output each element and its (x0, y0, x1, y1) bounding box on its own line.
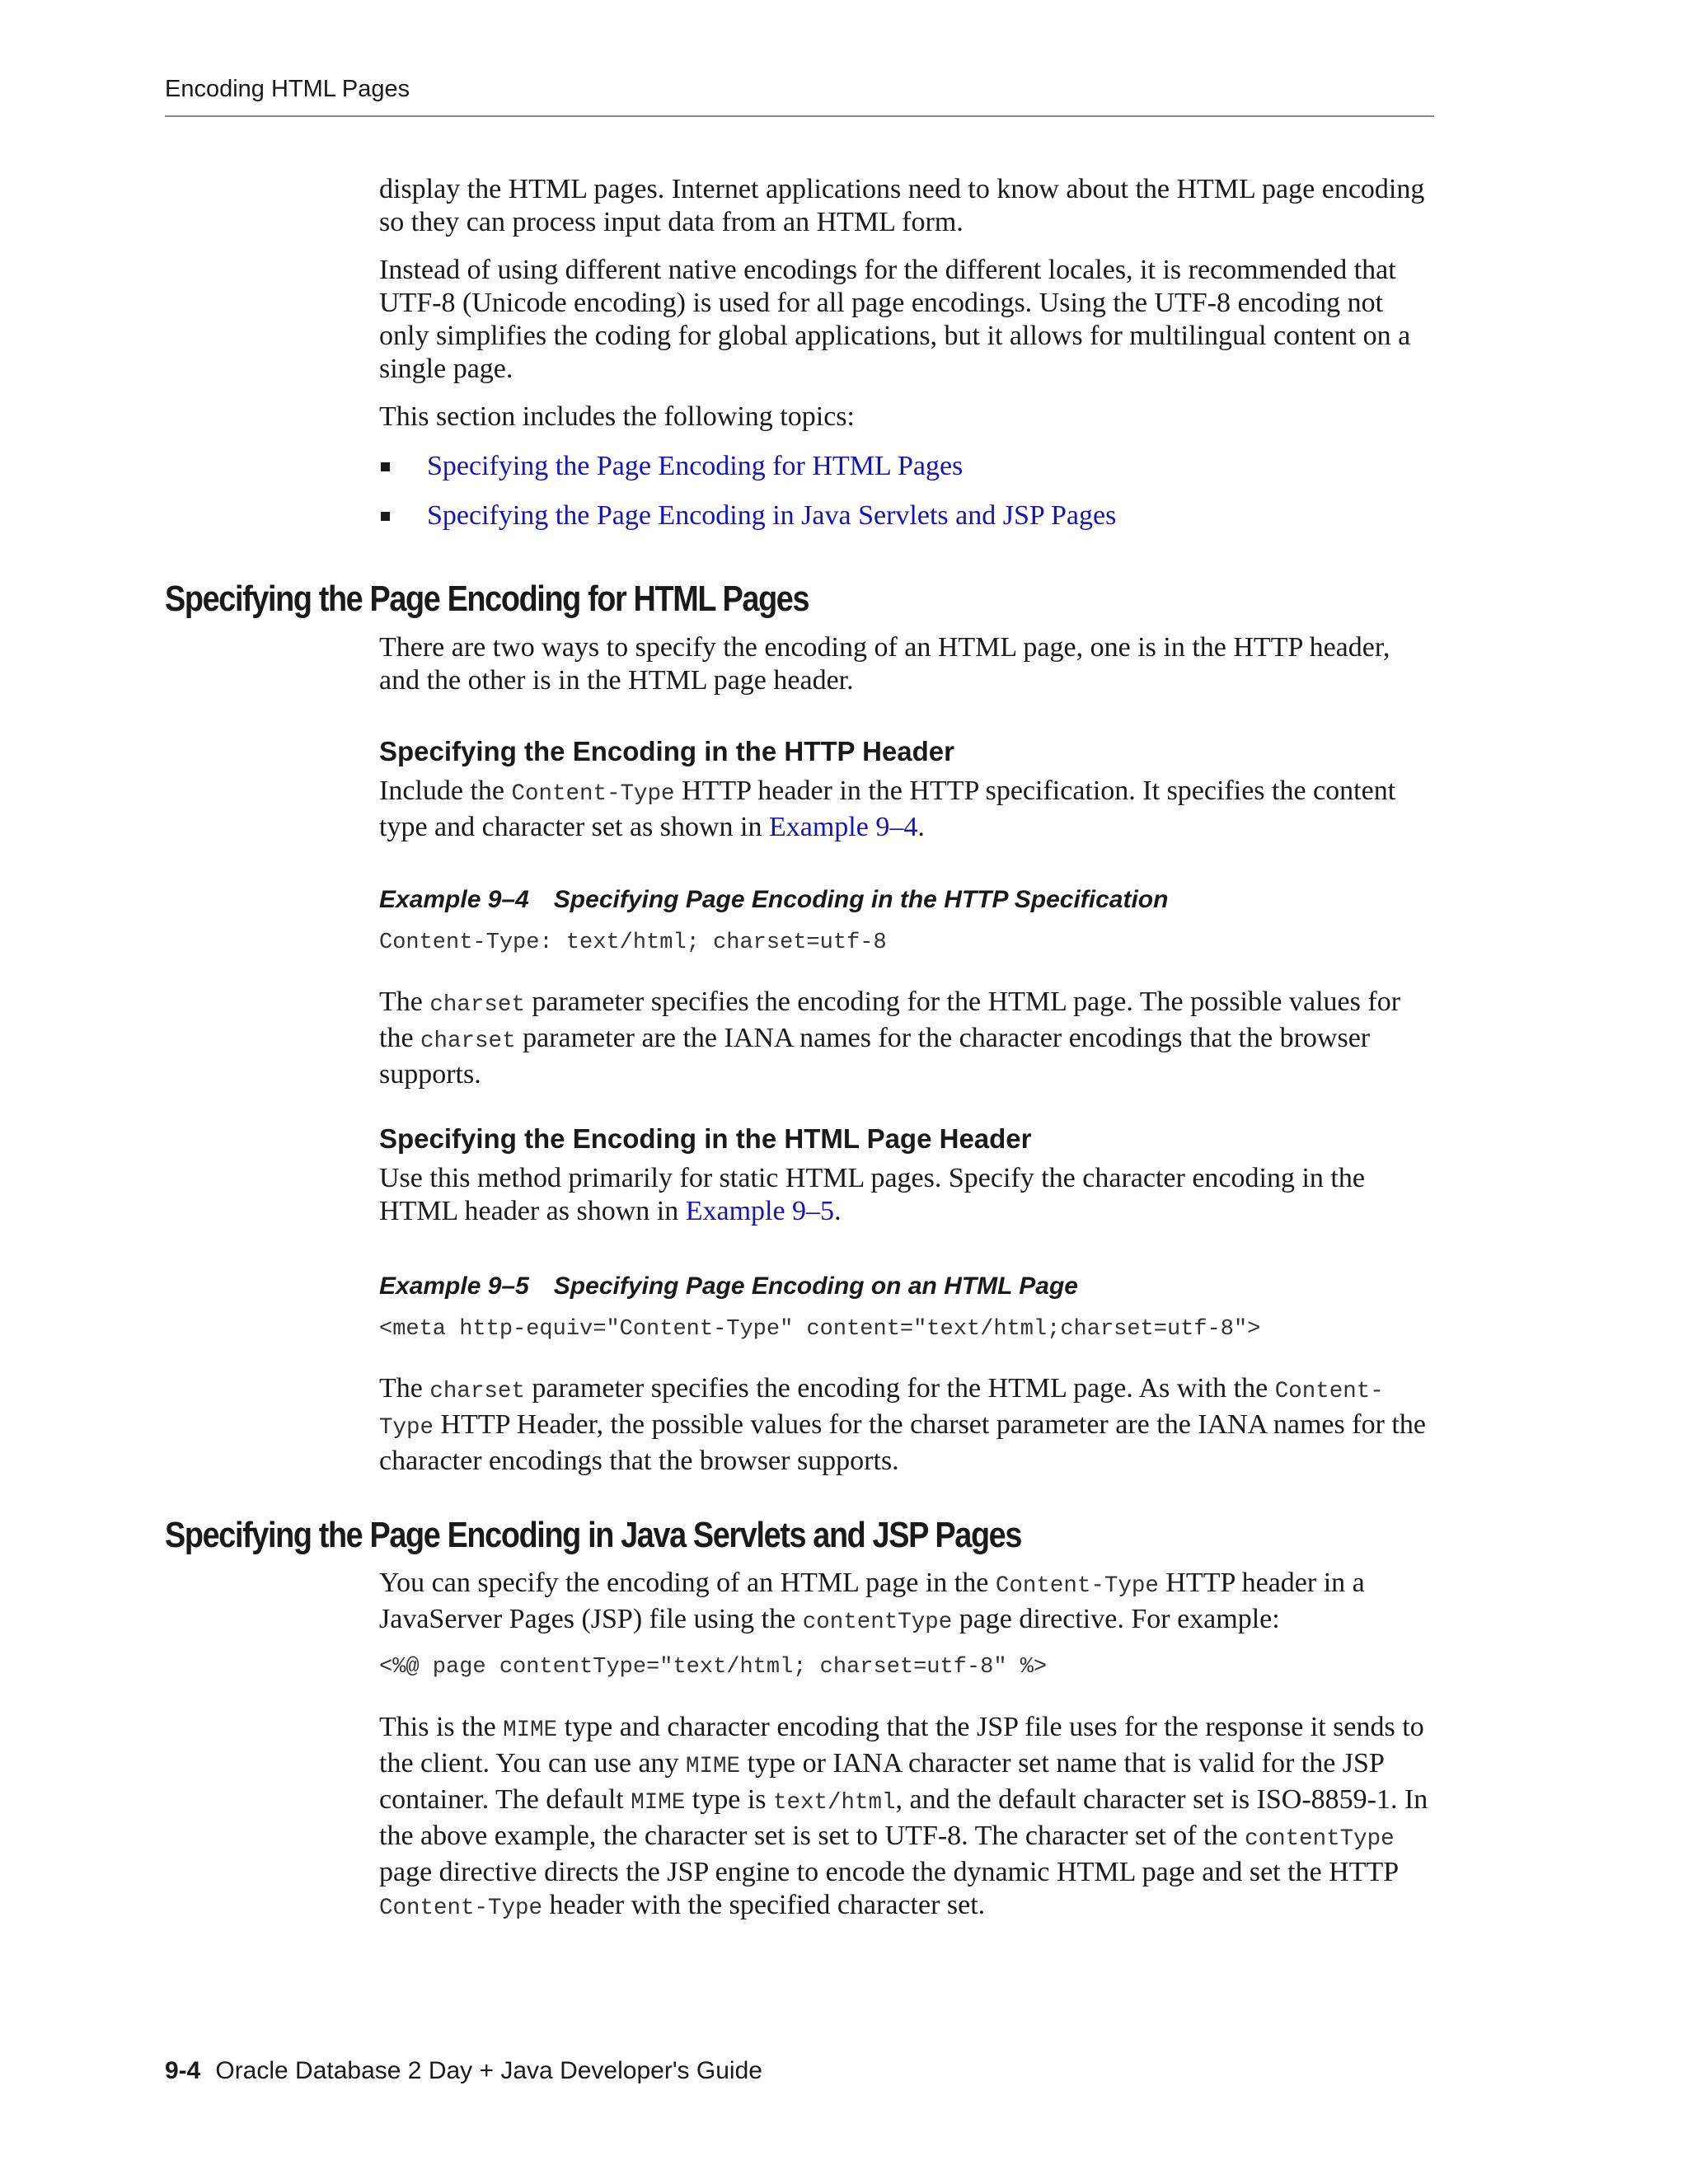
bullet-icon (381, 512, 390, 521)
book-title: Oracle Database 2 Day + Java Developer's Guide (215, 2057, 762, 2084)
inline-code: MIME (503, 1718, 558, 1743)
subsection-heading-html-page-header: Specifying the Encoding in the HTML Page Header (379, 1123, 1032, 1154)
subsection-heading-http-header: Specifying the Encoding in the HTTP Header (379, 736, 954, 766)
list-item (379, 499, 1434, 549)
inline-code: charset (429, 1379, 525, 1404)
charset-paragraph-1: The charset parameter specifies the encoding for the HTML page. The possible values for the charset parameter are the IANA names for the character encodings that the browser supports. (379, 987, 1401, 1090)
page-footer (165, 2057, 762, 2085)
inline-code: MIME (686, 1754, 741, 1779)
running-header: Encoding HTML Pages (165, 76, 410, 102)
section1-paragraph: There are two ways to specify the encoding of an HTML page, one is in the HTTP header, and the other is in the HTML page header. (379, 632, 1390, 696)
inline-code: contentType (802, 1610, 953, 1635)
bullet-icon (381, 462, 390, 471)
inline-code: text/html (773, 1790, 896, 1816)
section2-paragraph-1: You can specify the encoding of an HTML page in the Content-Type HTTP header in a JavaServer Pages (JSP) file using the contentType page directive. For example: (379, 1568, 1365, 1635)
header-rule (165, 115, 1434, 117)
inline-code: MIME (631, 1790, 686, 1816)
inline-code: Content-Type (995, 1573, 1159, 1599)
intro-paragraph-2: Instead of using different native encodings for the different locales, it is recommended that UTF-8 (Unicode encoding) is used for all page encodings. Using the UTF-8 encoding not only simplifies the coding for global applications, but it allows for multilingual content on a single page. (379, 255, 1411, 384)
intro-paragraph-1: display the HTML pages. Internet applications need to know about the HTML page encoding so they can process input data from an HTML form. (379, 174, 1425, 237)
example-9-5-link[interactable]: Example 9–5 (685, 1196, 835, 1226)
example-9-4-caption: Example 9–4 Specifying Page Encoding in the HTTP Specification (379, 886, 1169, 913)
page-number: 9-4 (165, 2057, 201, 2084)
intro-paragraph-3: This section includes the following topics: (379, 401, 855, 432)
section-heading-java-servlets: Specifying the Page Encoding in Java Servlets and JSP Pages (165, 1515, 1022, 1555)
topic-link-java-servlets[interactable]: Specifying the Page Encoding in Java Servlets and JSP Pages (427, 500, 1117, 531)
inline-code: Content-Type (511, 781, 675, 807)
inline-code: charset (420, 1029, 516, 1054)
code-block-jsp: <%@ page contentType="text/html; charset=utf-8" %> (379, 1655, 1048, 1680)
example-9-5-caption: Example 9–5 Specifying Page Encoding on an HTML Page (379, 1272, 1078, 1300)
section-heading-html-pages: Specifying the Page Encoding for HTML Pages (165, 579, 809, 619)
example-9-4-link[interactable]: Example 9–4 (769, 812, 918, 842)
http-header-paragraph: Include the Content-Type HTTP header in the HTTP specification. It specifies the content type and character set as shown in Example 9–4. (379, 776, 1396, 842)
inline-code: Content-Type (379, 1896, 543, 1921)
charset-paragraph-2: The charset parameter specifies the encoding for the HTML page. As with the Content-Type HTTP Header, the possible values for the charset parameter are the IANA names for the character encodings that the browser supports. (379, 1373, 1426, 1476)
section2-paragraph-2: This is the MIME type and character encoding that the JSP file uses for the response it sends to the client. You can use any MIME type or IANA character set name that is valid for the JSP container. The default MIME type is text/html, and the default character set is ISO-8859-1. In the above example, the character set is set to UTF-8. The character set of the contentType page directive directs the JSP engine to encode the dynamic HTML page and set the HTTP Content-Type header with the specified character set. (379, 1712, 1428, 1921)
inline-code: contentType (1245, 1826, 1395, 1852)
topic-list (379, 450, 1434, 549)
html-header-paragraph: Use this method primarily for static HTML pages. Specify the character encoding in the HTML header as shown in Example 9–5. (379, 1163, 1365, 1226)
topic-link-html-pages[interactable]: Specifying the Page Encoding for HTML Pages (427, 451, 964, 481)
inline-code: charset (429, 992, 525, 1018)
code-block-meta: <meta http-equiv="Content-Type" content="text/html;charset=utf-8"> (379, 1317, 1261, 1342)
code-block-http: Content-Type: text/html; charset=utf-8 (379, 930, 887, 955)
list-item (379, 450, 1434, 499)
inline-code: Content-Type (379, 1379, 1384, 1441)
